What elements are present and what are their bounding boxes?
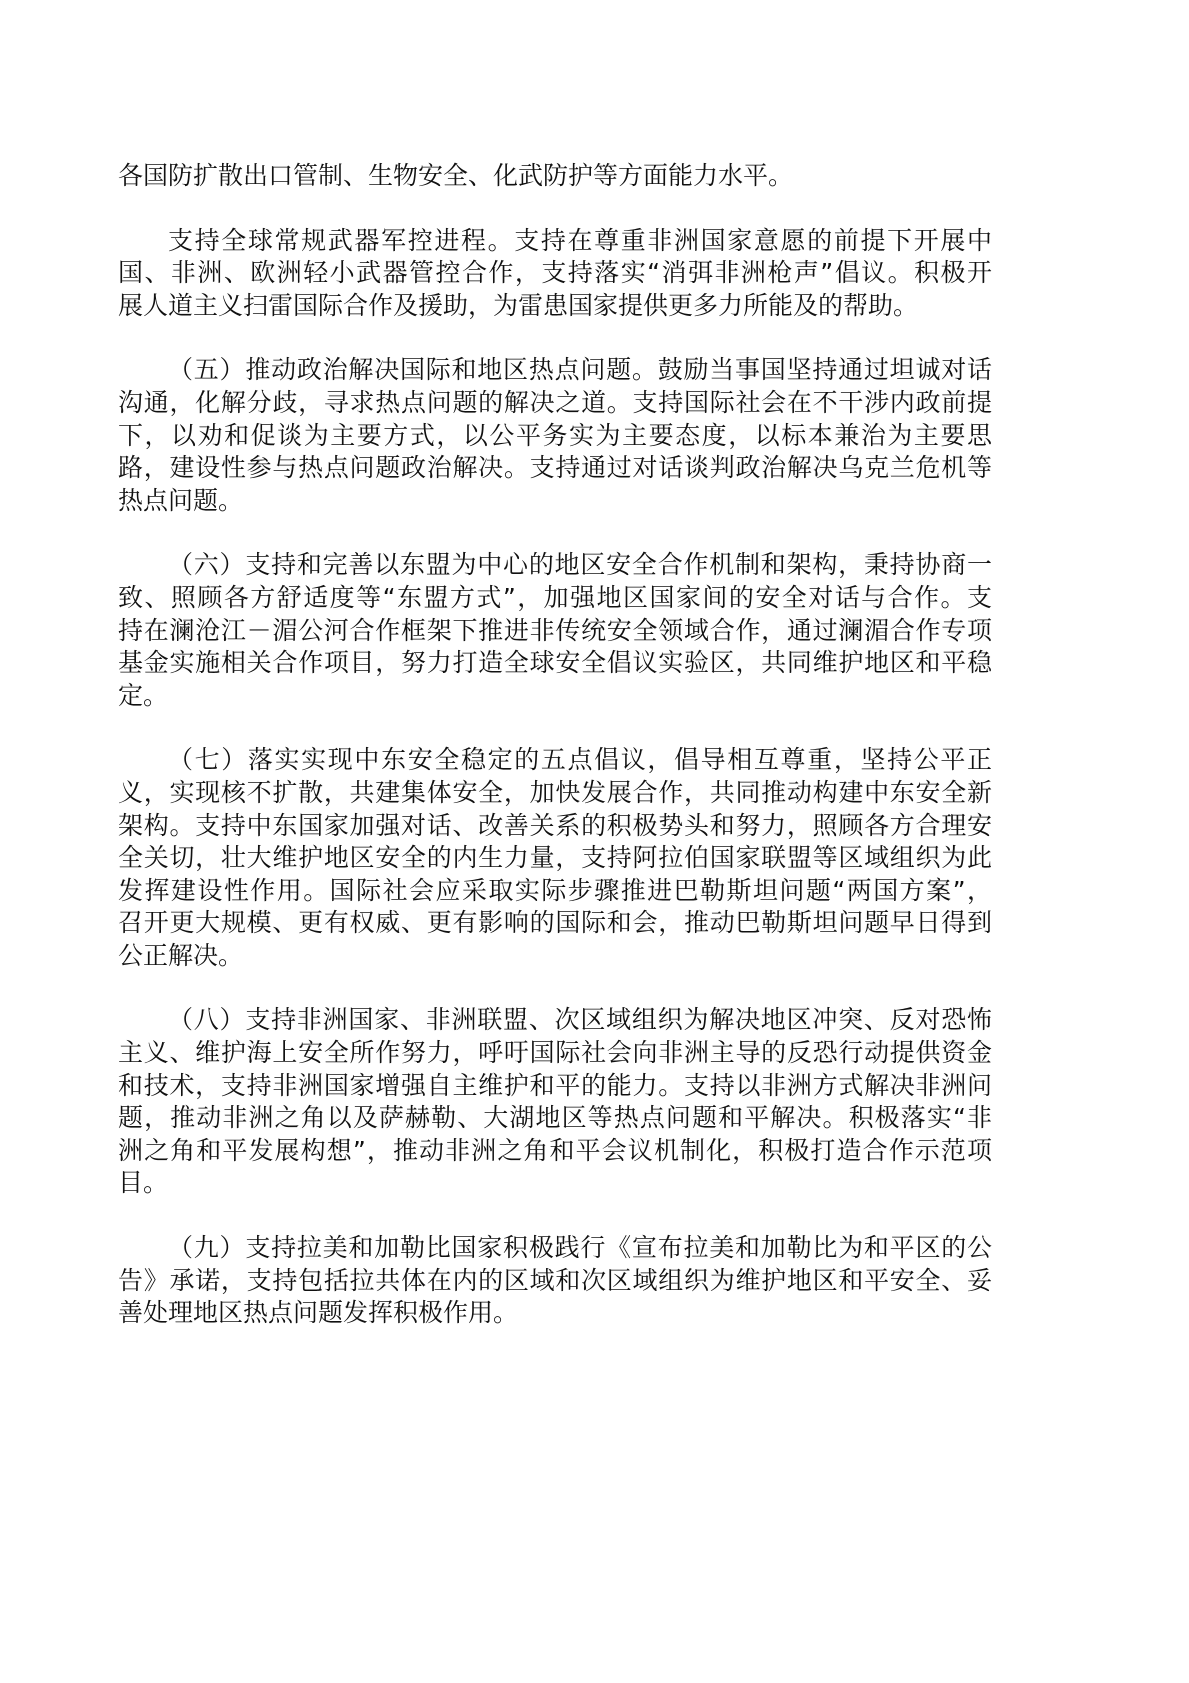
text-line: 目。 [118,1168,169,1198]
text-line: 发挥建设性作用。国际社会应采取实际步骤推进巴勒斯坦问题“两国方案”， [118,875,992,905]
paragraph-item-7 [118,744,992,972]
text-line: 热点问题。 [118,485,244,515]
paragraph-conventional-arms-control [118,225,992,323]
text-line: 义，实现核不扩散，共建集体安全，加快发展合作，共同推动构建中东安全新 [118,777,992,807]
text-line: 公正解决。 [118,940,244,970]
text-line: 展人道主义扫雷国际合作及援助，为雷患国家提供更多力所能及的帮助。 [118,290,919,320]
text-line: 洲之角和平发展构想”，推动非洲之角和平会议机制化，积极打造合作示范项 [118,1135,992,1165]
text-line: 支持全球常规武器军控进程。支持在尊重非洲国家意愿的前提下开展中 [168,225,992,255]
text-line: 下，以劝和促谈为主要方式，以公平务实为主要态度，以标本兼治为主要思 [118,420,992,450]
text-line: （六）支持和完善以东盟为中心的地区安全合作机制和架构，秉持协商一 [168,550,992,580]
text-line: （九）支持拉美和加勒比国家积极践行《宣布拉美和加勒比为和平区的公 [168,1233,992,1263]
text-line: （五）推动政治解决国际和地区热点问题。鼓励当事国坚持通过坦诚对话 [168,355,992,385]
text-line: （七）落实实现中东安全稳定的五点倡议，倡导相互尊重，坚持公平正 [168,745,992,775]
text-line: 路，建设性参与热点问题政治解决。支持通过对话谈判政治解决乌克兰危机等 [118,453,992,483]
text-line: （八）支持非洲国家、非洲联盟、次区域组织为解决地区冲突、反对恐怖 [168,1005,992,1035]
paragraph-item-6 [118,549,992,712]
paragraph-item-8 [118,1004,992,1200]
text-line: 定。 [118,680,169,710]
paragraph-item-9 [118,1232,992,1330]
document-page [118,160,992,1362]
paragraph-item-5 [118,354,992,517]
paragraph-continuation [118,160,992,193]
text-line: 告》承诺，支持包括拉共体在内的区域和次区域组织为维护地区和平安全、妥 [118,1265,992,1295]
text-line: 全关切，壮大维护地区安全的内生力量，支持阿拉伯国家联盟等区域组织为此 [118,843,992,873]
text-line: 持在澜沧江－湄公河合作框架下推进非传统安全领域合作，通过澜湄合作专项 [118,615,992,645]
text-line: 致、照顾各方舒适度等“东盟方式”，加强地区国家间的安全对话与合作。支 [118,582,992,612]
text-line: 召开更大规模、更有权威、更有影响的国际和会，推动巴勒斯坦问题早日得到 [118,908,992,938]
text-line: 各国防扩散出口管制、生物安全、化武防护等方面能力水平。 [118,161,794,190]
text-line: 和技术，支持非洲国家增强自主维护和平的能力。支持以非洲方式解决非洲问 [118,1070,992,1100]
text-line: 国、非洲、欧洲轻小武器管控合作，支持落实“消弭非洲枪声”倡议。积极开 [118,258,992,288]
text-line: 善处理地区热点问题发挥积极作用。 [118,1298,519,1328]
text-line: 沟通，化解分歧，寻求热点问题的解决之道。支持国际社会在不干涉内政前提 [118,387,992,417]
text-line: 主义、维护海上安全所作努力，呼吁国际社会向非洲主导的反恐行动提供资金 [118,1038,992,1068]
text-line: 题，推动非洲之角以及萨赫勒、大湖地区等热点问题和平解决。积极落实“非 [118,1103,992,1133]
text-line: 架构。支持中东国家加强对话、改善关系的积极势头和努力，照顾各方合理安 [118,810,992,840]
text-line: 基金实施相关合作项目，努力打造全球安全倡议实验区，共同维护地区和平稳 [118,648,992,678]
